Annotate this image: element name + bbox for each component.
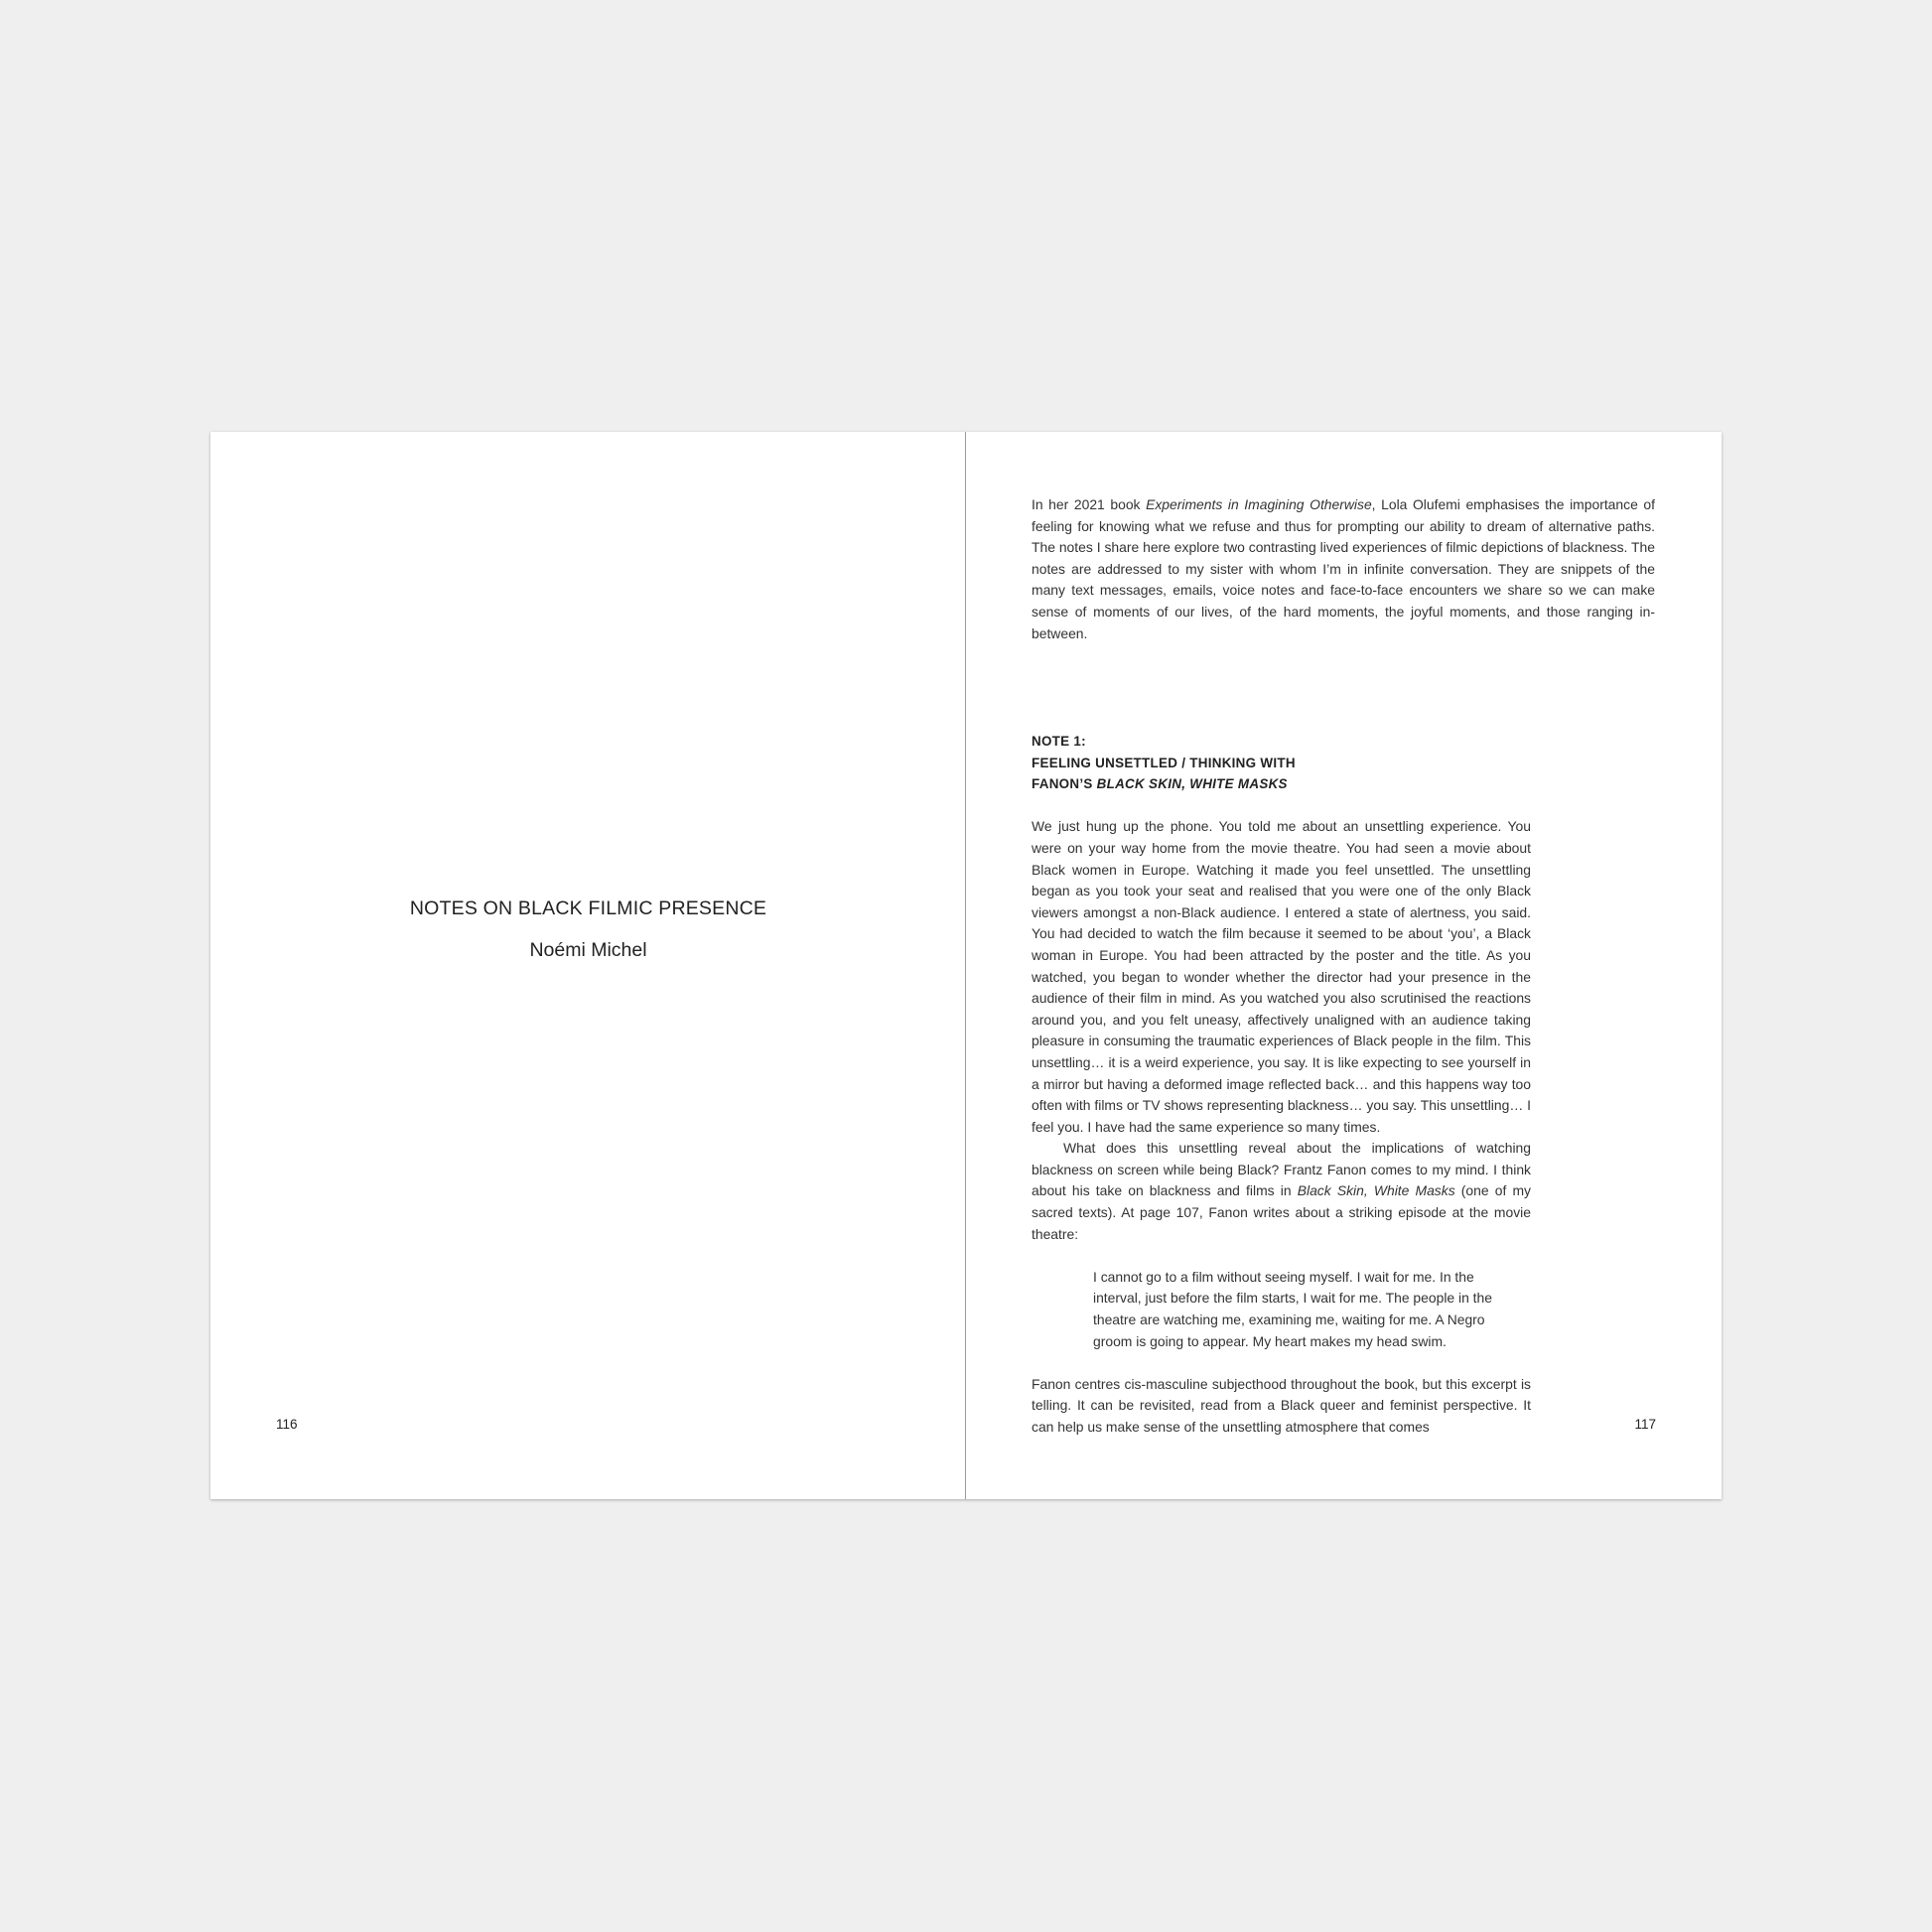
author-name: Noémi Michel (529, 939, 647, 961)
paragraph-2-start: What does this unsettling reveal about the implications of watching blackness on screen while being Black? Frantz Fanon comes to my mind. I think about his take on blackness and films in (1032, 1140, 1531, 1199)
fanon-quote: I cannot go to a film without seeing myself. I wait for me. In the interval, just before the film starts, I wait for me. The people in the theatre are watching me, examining me, waiting for me. A Negro groom is going to appear. My heart makes my head swim. (1093, 1268, 1492, 1349)
heading-line-2: FEELING UNSETTLED / THINKING WITH (1032, 755, 1296, 770)
heading-line-3-start: FANON’S (1032, 776, 1097, 792)
intro-text-rest: , Lola Olufemi emphasises the importance of feeling for knowing what we refuse and thus for prompting our ability to dream of alternative paths. The notes I share here explore two contrasting lived experiences of filmic depictions of blackness. The notes are addressed to my sister with whom I’m in infinite conversation. They are snippets of the many text messages, emails, voice notes and face-to-face encounters we share so we can make sense of moments of our lives, of the hard moments, the joyful moments, and those ranging in-between. (1032, 496, 1655, 641)
book-spread (210, 432, 1722, 1499)
right-page (966, 432, 1722, 1499)
paragraph-2-end: (one of my sacred texts). At page 107, Fanon writes about a striking episode at the movie theatre: (1032, 1182, 1532, 1242)
note-1-section (1032, 731, 1531, 1439)
title-block (210, 897, 966, 962)
intro-text-start: In her 2021 book (1032, 496, 1147, 512)
heading-line-3 (1032, 773, 1531, 795)
paragraph-2-book-title: Black Skin, White Masks (1297, 1182, 1455, 1199)
left-page (210, 432, 966, 1499)
intro-paragraph (1032, 494, 1655, 644)
heading-book-title: BLACK SKIN, WHITE MASKS (1096, 776, 1288, 792)
note-1-heading (1032, 731, 1531, 795)
page-number-right: 117 (1634, 1417, 1656, 1432)
book-title-italic: Experiments in Imagining Otherwise (1146, 496, 1372, 512)
essay-title: NOTES ON BLACK FILMIC PRESENCE (409, 897, 767, 919)
paragraph-3: Fanon centres cis-masculine subjecthood throughout the book, but this excerpt is telling. It can be revisited, read from a Black queer and feminist perspective. It can help us make sense of the unsettling atmosphere that comes (1032, 1375, 1531, 1435)
paragraph-2 (1032, 1138, 1531, 1245)
heading-line-1: NOTE 1: (1032, 734, 1086, 749)
page-number-left: 116 (276, 1417, 298, 1432)
paragraph-1: We just hung up the phone. You told me about an unsettling experience. You were on your way home from the movie theatre. You had seen a movie about Black women in Europe. Watching it made you feel unsettled. The unsettling began as you took your seat and realised that you were one of the only Black viewers amongst a non-Black audience. I entered a state of alertness, you said. You had decided to watch the film because it seemed to be about ‘you’, a Black woman in Europe. You had been attracted by the poster and the title. As you watched, you began to wonder whether the director had your presence in the audience of their film in mind. As you watched you also scrutinised the reactions around you, and you felt uneasy, affectively unaligned with an audience taking pleasure in consuming the traumatic experiences of Black people in the film. This unsettling… it is a weird experience, you say. It is like expecting to see yourself in a mirror but having a deformed image reflected back… and this happens way too often with films or TV shows representing blackness… you say. This unsettling… I feel you. I have had the same experience so many times. (1032, 818, 1531, 1135)
